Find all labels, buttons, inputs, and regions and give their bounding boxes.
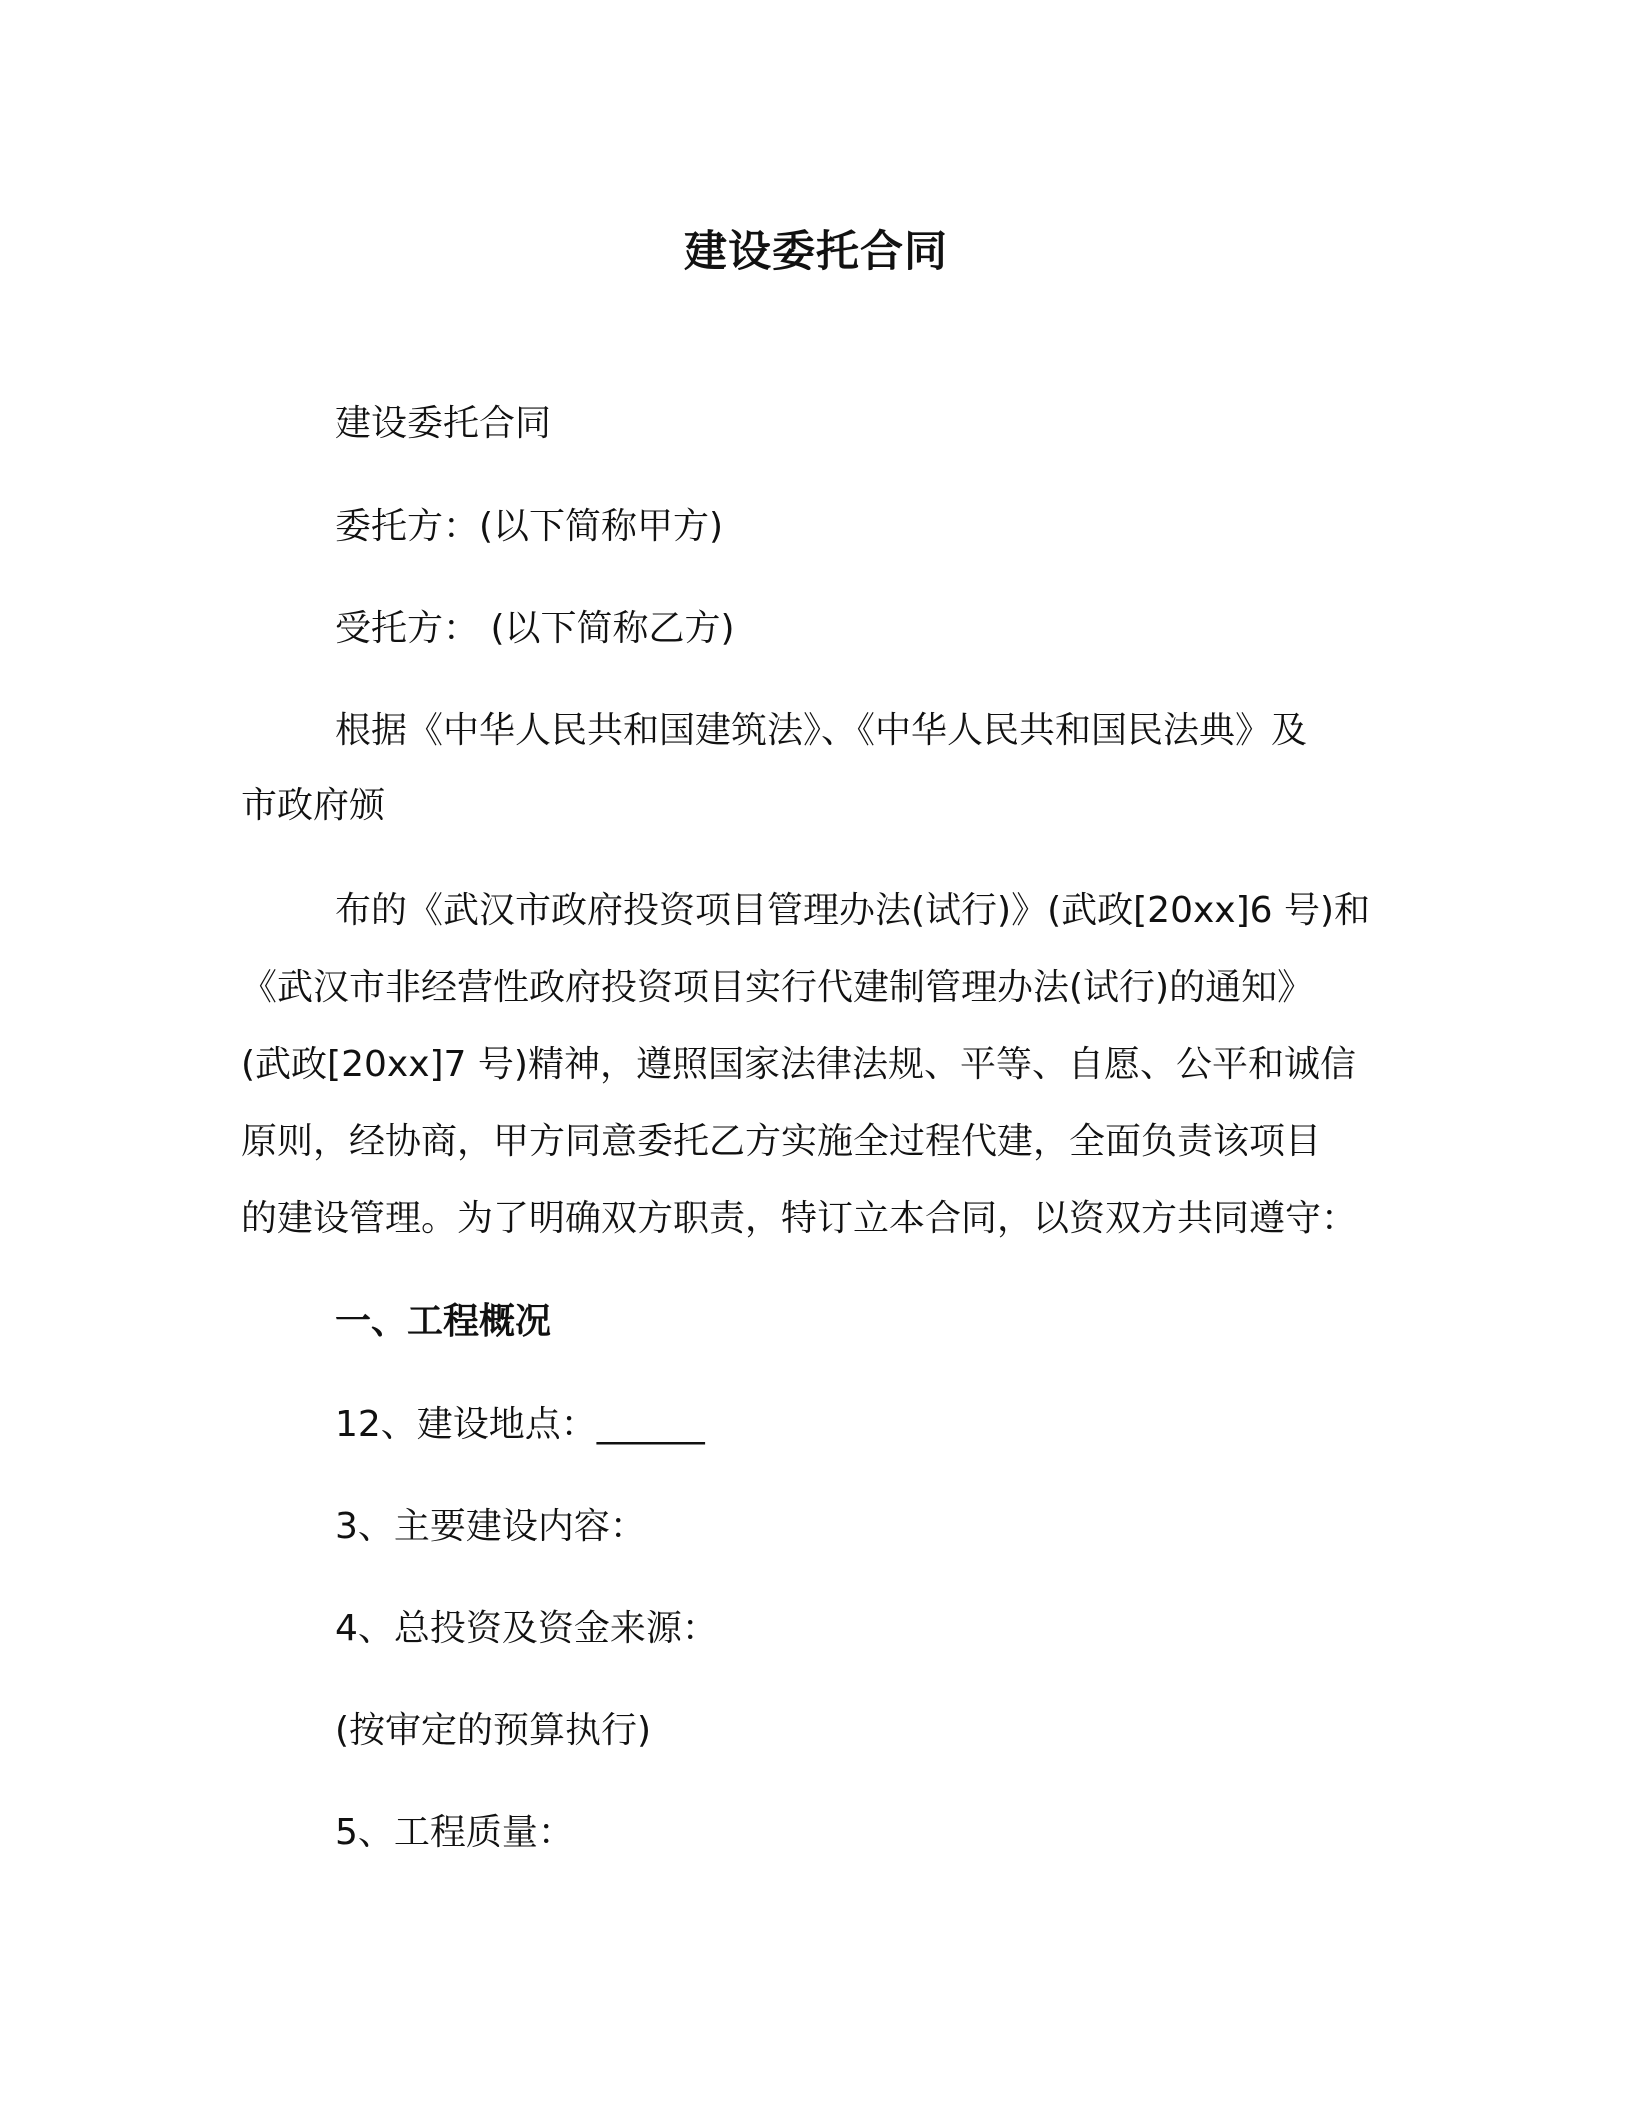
document-title: 建设委托合同	[684, 227, 948, 277]
paragraph-regulation-line-4: 原则，经协商，甲方同意委托乙方实施全过程代建，全面负责该项目	[241, 1121, 1322, 1162]
item-budget-note: (按审定的预算执行)	[335, 1710, 652, 1751]
item-project-quality: 5、工程质量：	[335, 1812, 574, 1853]
paragraph-contract-name: 建设委托合同	[335, 403, 552, 444]
paragraph-regulation-line-5: 的建设管理。为了明确双方职责，特订立本合同，以资双方共同遵守：	[241, 1198, 1358, 1239]
paragraph-client: 委托方：(以下简称甲方)	[335, 506, 724, 547]
item-total-investment: 4、总投资及资金来源：	[335, 1608, 718, 1649]
paragraph-regulation-line-3: (武政[20xx]7 号)精神，遵照国家法律法规、平等、自愿、公平和诚信	[241, 1044, 1356, 1085]
paragraph-contractor: 受托方： (以下简称乙方)	[335, 608, 735, 649]
item-construction-site: 12、建设地点：______	[335, 1404, 705, 1445]
paragraph-legal-basis-line-1: 根据《中华人民共和国建筑法》、《中华人民共和国民法典》及	[335, 710, 1308, 751]
paragraph-legal-basis-line-2: 市政府颁	[241, 785, 386, 826]
section-heading-project-overview: 一、工程概况	[335, 1301, 552, 1342]
item-main-construction-content: 3、主要建设内容：	[335, 1506, 646, 1547]
paragraph-regulation-line-1: 布的《武汉市政府投资项目管理办法(试行)》(武政[20xx]6 号)和	[335, 890, 1371, 931]
paragraph-regulation-line-2: 《武汉市非经营性政府投资项目实行代建制管理办法(试行)的通知》	[241, 967, 1314, 1008]
